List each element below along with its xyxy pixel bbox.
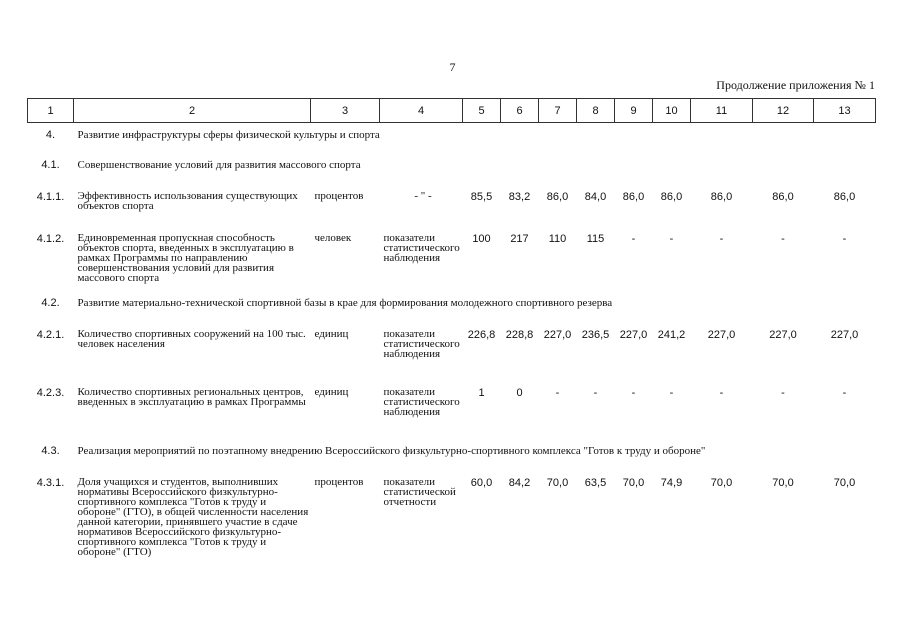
page-number: 7	[449, 60, 456, 74]
indicator-unit: процентов	[314, 189, 364, 202]
indicator-source: показатели статистического наблюдения	[383, 231, 460, 264]
indicator-source: показатели статистического наблюдения	[383, 385, 460, 418]
indicator-code: 4.1.2.	[36, 232, 65, 245]
indicator-code: 4.1.1.	[36, 190, 65, 203]
value-cell: 227,0	[619, 328, 648, 341]
value-cell: 100	[472, 232, 491, 245]
value-cell: -	[842, 386, 847, 399]
indicator-unit: единиц	[314, 385, 349, 398]
value-cell: 70,0	[710, 476, 733, 489]
value-cell: 110	[548, 232, 567, 245]
table-row	[28, 465, 876, 557]
value-cell: 86,0	[710, 190, 733, 203]
value-cell: -	[669, 232, 674, 245]
value-cell: 85,5	[470, 190, 493, 203]
section-code: 4.3.	[41, 444, 60, 457]
section-title: Развитие инфраструктуры сферы физической культуры и спорта	[77, 129, 380, 141]
table-row	[28, 221, 876, 289]
section-code: 4.2.	[41, 296, 60, 309]
value-cell: 83,2	[508, 190, 531, 203]
value-cell: 70,0	[833, 476, 856, 489]
header-cell: 8	[577, 99, 615, 123]
indicator-name: Эффективность использования существующих объектов спорта	[77, 189, 298, 212]
section-row	[28, 151, 876, 179]
indicator-name: Количество спортивных региональных центров, введенных в эксплуатацию в рамках Программы	[77, 385, 306, 408]
indicator-code: 4.2.1.	[36, 328, 65, 341]
table-header-row	[28, 99, 876, 123]
value-cell: 227,0	[707, 328, 736, 341]
value-cell: -	[781, 386, 785, 399]
indicator-code: 4.2.3.	[36, 386, 65, 399]
value-cell: -	[631, 232, 636, 245]
header-cell: 7	[539, 99, 577, 123]
value-cell: 227,0	[769, 328, 797, 341]
header-cell: 12	[753, 99, 814, 123]
table-row	[28, 375, 876, 437]
value-cell: 227,0	[543, 328, 572, 341]
value-cell: 60,0	[470, 476, 493, 489]
indicator-unit: человек	[314, 231, 352, 244]
value-cell: 1	[478, 386, 485, 399]
value-cell: 86,0	[772, 190, 794, 203]
indicator-code: 4.3.1.	[36, 476, 65, 489]
header-cell: 2	[74, 99, 311, 123]
value-cell: 86,0	[660, 190, 683, 203]
header-cell: 3	[311, 99, 380, 123]
section-row	[28, 289, 876, 317]
value-cell: -	[719, 386, 724, 399]
value-cell: 84,0	[584, 190, 607, 203]
value-cell: -	[669, 386, 674, 399]
value-cell: 226,8	[467, 328, 496, 341]
value-cell: 84,2	[508, 476, 531, 489]
header-cell: 1	[28, 99, 74, 123]
section-title: Развитие материально-технической спортивной базы в крае для формирования молодежного спортивного резерва	[77, 296, 613, 309]
section-code: 4.	[45, 129, 56, 141]
table-row	[28, 179, 876, 221]
section-row	[28, 437, 876, 465]
value-cell: 74,9	[660, 476, 683, 489]
section-title: Реализация мероприятий по поэтапному внедрению Всероссийского физкультурно-спортивного комплекса "Готов к труду и обороне"	[77, 444, 706, 457]
indicator-unit: процентов	[314, 475, 364, 488]
indicator-name: Единовременная пропускная способность объектов спорта, введенных в эксплуатацию в рамках Программы по направлению совершенствования условий для развития массового спорта	[77, 231, 294, 284]
indicator-unit: единиц	[314, 327, 349, 340]
value-cell: 70,0	[772, 476, 794, 489]
value-cell: 217	[510, 232, 529, 245]
value-cell: 70,0	[622, 476, 645, 489]
value-cell: 86,0	[546, 190, 569, 203]
header-cell: 4	[380, 99, 463, 123]
indicator-source: показатели статистической отчетности	[383, 475, 456, 508]
indicator-name: Количество спортивных сооружений на 100 тыс. человек населения	[77, 327, 306, 350]
section-row	[28, 123, 876, 151]
value-cell: -	[555, 386, 560, 399]
value-cell: 86,0	[833, 190, 856, 203]
value-cell: 228,8	[505, 328, 534, 341]
value-cell: -	[781, 232, 785, 245]
continuation-label: Продолжение приложения № 1	[716, 78, 875, 92]
header-cell: 9	[615, 99, 653, 123]
header-cell: 10	[653, 99, 691, 123]
table-row	[28, 317, 876, 375]
value-cell: 115	[586, 232, 605, 245]
header-cell: 6	[501, 99, 539, 123]
section-code: 4.1.	[41, 158, 60, 171]
value-cell: 0	[516, 386, 523, 399]
value-cell: 236,5	[581, 328, 610, 341]
indicator-name: Доля учащихся и студентов, выполнивших нормативы Всероссийского физкультурно-спортивного комплекса "Готов к труду и обороне" (ГТО), в общей численности населения данной категории, принявшего участие в сдаче нормативов Всероссийского физкультурно-спортивного комплекса "Готов к труду и обороне" (ГТО)	[77, 475, 309, 558]
value-cell: 86,0	[622, 190, 645, 203]
value-cell: -	[842, 232, 847, 245]
value-cell: -	[631, 386, 636, 399]
header-cell: 13	[814, 99, 876, 123]
indicators-table	[27, 98, 876, 557]
section-title: Совершенствование условий для развития массового спорта	[77, 158, 361, 171]
value-cell: 63,5	[584, 476, 607, 489]
indicator-source: показатели статистического наблюдения	[383, 327, 460, 360]
header-cell: 11	[691, 99, 753, 123]
value-cell: 241,2	[657, 328, 686, 341]
value-cell: 227,0	[830, 328, 859, 341]
indicator-source: - " -	[414, 189, 432, 202]
value-cell: -	[593, 386, 598, 399]
value-cell: -	[719, 232, 724, 245]
header-cell: 5	[463, 99, 501, 123]
value-cell: 70,0	[546, 476, 569, 489]
